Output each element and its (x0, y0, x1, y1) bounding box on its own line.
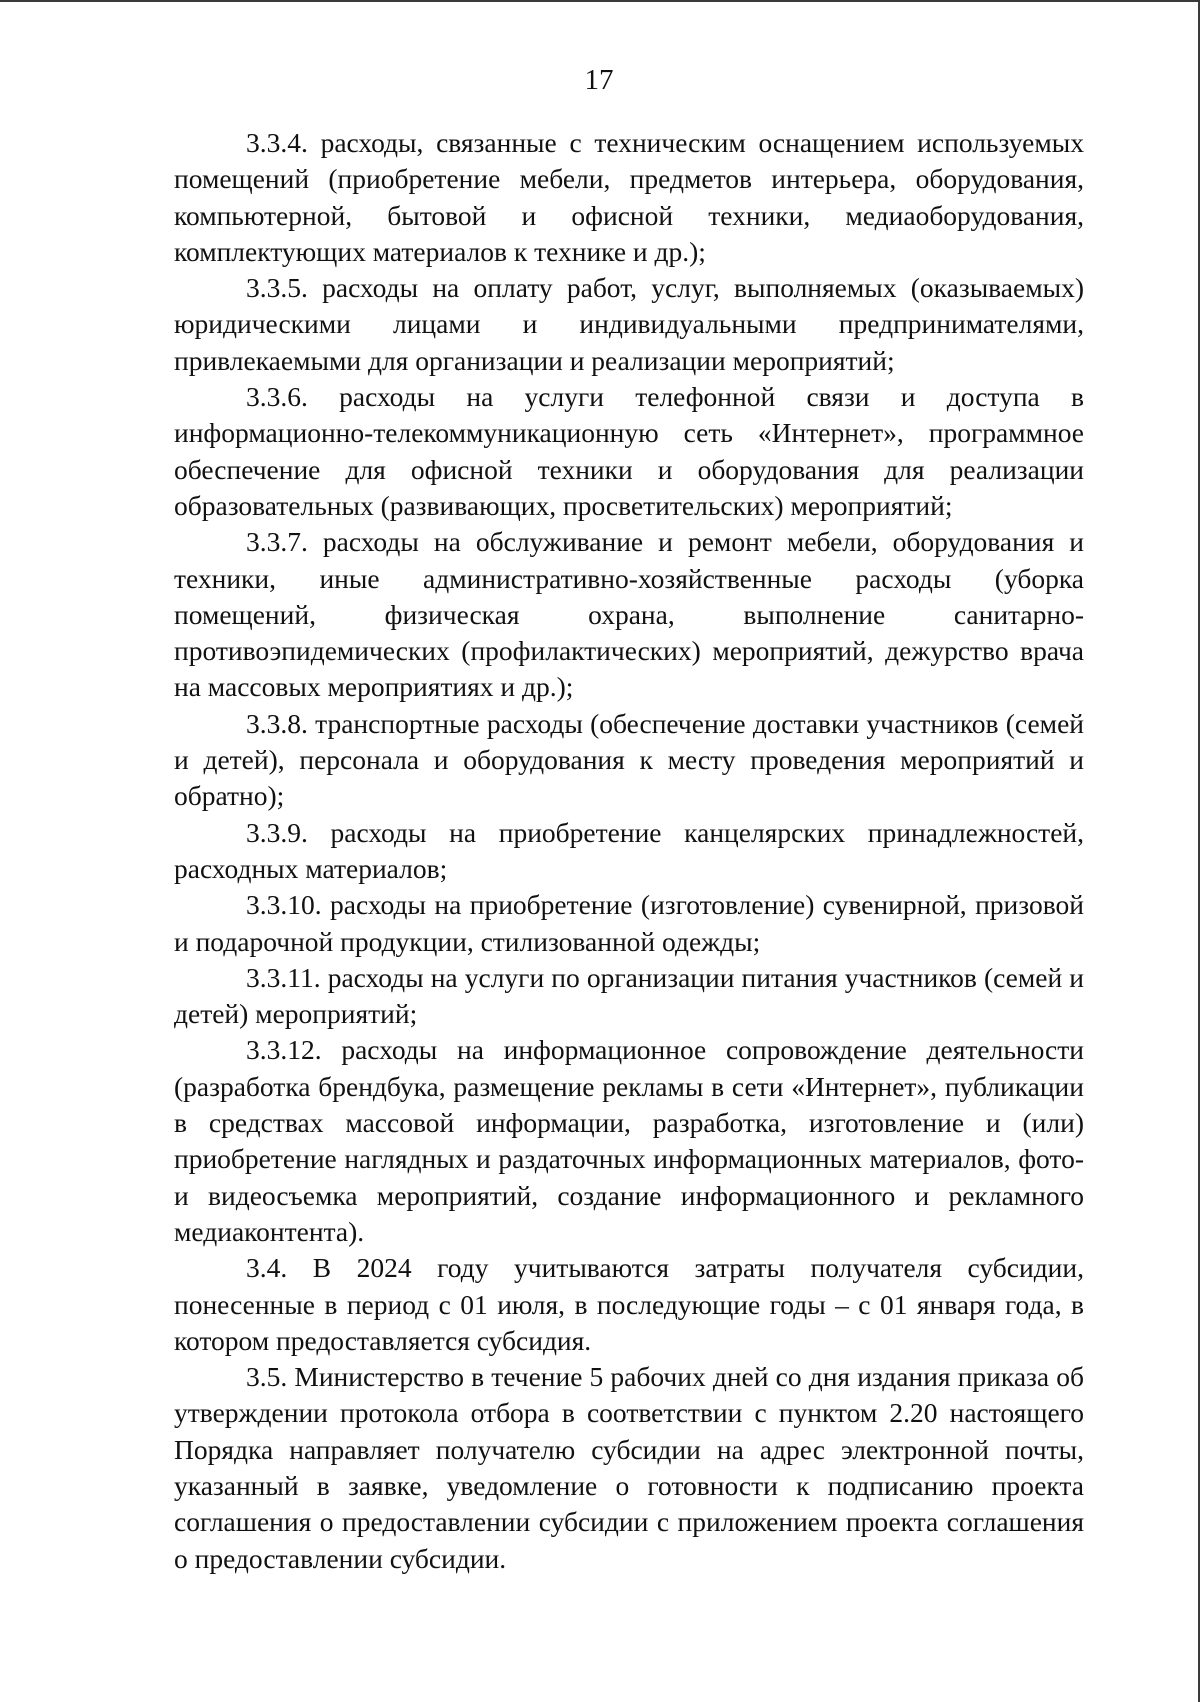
paragraph-3-3-8: 3.3.8. транспортные расходы (обеспечение доставки участников (семей и детей), персонала и оборудования к месту проведения мероприятий и обратно); (174, 707, 1084, 812)
paragraph-3-3-12: 3.3.12. расходы на информационное сопровождение деятельности (разработка брендбука, размещение рекламы в сети «Интернет», публикации в средствах массовой информации, разработка, изготовление и (или) приобретение наглядных и раздаточных информационных материалов, фото- и видеосъемка мероприятий, создание информационного и рекламного медиаконтента). (174, 1034, 1084, 1247)
paragraph-3-3-9: 3.3.9. расходы на приобретение канцелярских принадлежностей, расходных материалов; (174, 816, 1084, 884)
document-body (174, 125, 1084, 1577)
paragraph-3-3-4: 3.3.4. расходы, связанные с техническим оснащением используемых помещений (приобретение мебели, предметов интерьера, оборудования, компьютерной, бытовой и офисной техники, медиаоборудования, комплектующих материалов к технике и др.); (174, 127, 1084, 267)
page-number: 17 (584, 64, 614, 96)
paragraph-3-3-5: 3.3.5. расходы на оплату работ, услуг, выполняемых (оказываемых) юридическими лицами и индивидуальными предпринимателями, привлекаемыми для организации и реализации мероприятий; (174, 272, 1084, 376)
paragraph-3-3-10: 3.3.10. расходы на приобретение (изготовление) сувенирной, призовой и подарочной продукции, стилизованной одежды; (174, 889, 1084, 957)
paragraph-3-5: 3.5. Министерство в течение 5 рабочих дней со дня издания приказа об утверждении протокола отбора в соответствии с пунктом 2.20 настоящего Порядка направляет получателю субсидии на адрес электронной почты, указанный в заявке, уведомление о готовности к подписанию проекта соглашения о предоставлении субсидии с приложением проекта соглашения о предоставлении субсидии. (174, 1361, 1084, 1574)
paragraph-3-3-11: 3.3.11. расходы на услуги по организации питания участников (семей и детей) мероприятий; (174, 961, 1084, 1030)
paragraph-3-4: 3.4. В 2024 году учитываются затраты получателя субсидии, понесенные в период с 01 июля, в последующие годы – с 01 января года, в котором предоставляется субсидия. (174, 1252, 1084, 1356)
paragraph-3-3-7: 3.3.7. расходы на обслуживание и ремонт мебели, оборудования и техники, иные административно-хозяйственные расходы (уборка помещений, физическая охрана, выполнение санитарно-противоэпидемических (профилактических) мероприятий, дежурство врача на массовых мероприятиях и др.); (174, 526, 1084, 703)
paragraph-3-3-6: 3.3.6. расходы на услуги телефонной связи и доступа в информационно-телекоммуникационную сеть «Интернет», программное обеспечение для офисной техники и оборудования для реализации образовательных (развивающих, просветительских) мероприятий; (174, 381, 1084, 521)
